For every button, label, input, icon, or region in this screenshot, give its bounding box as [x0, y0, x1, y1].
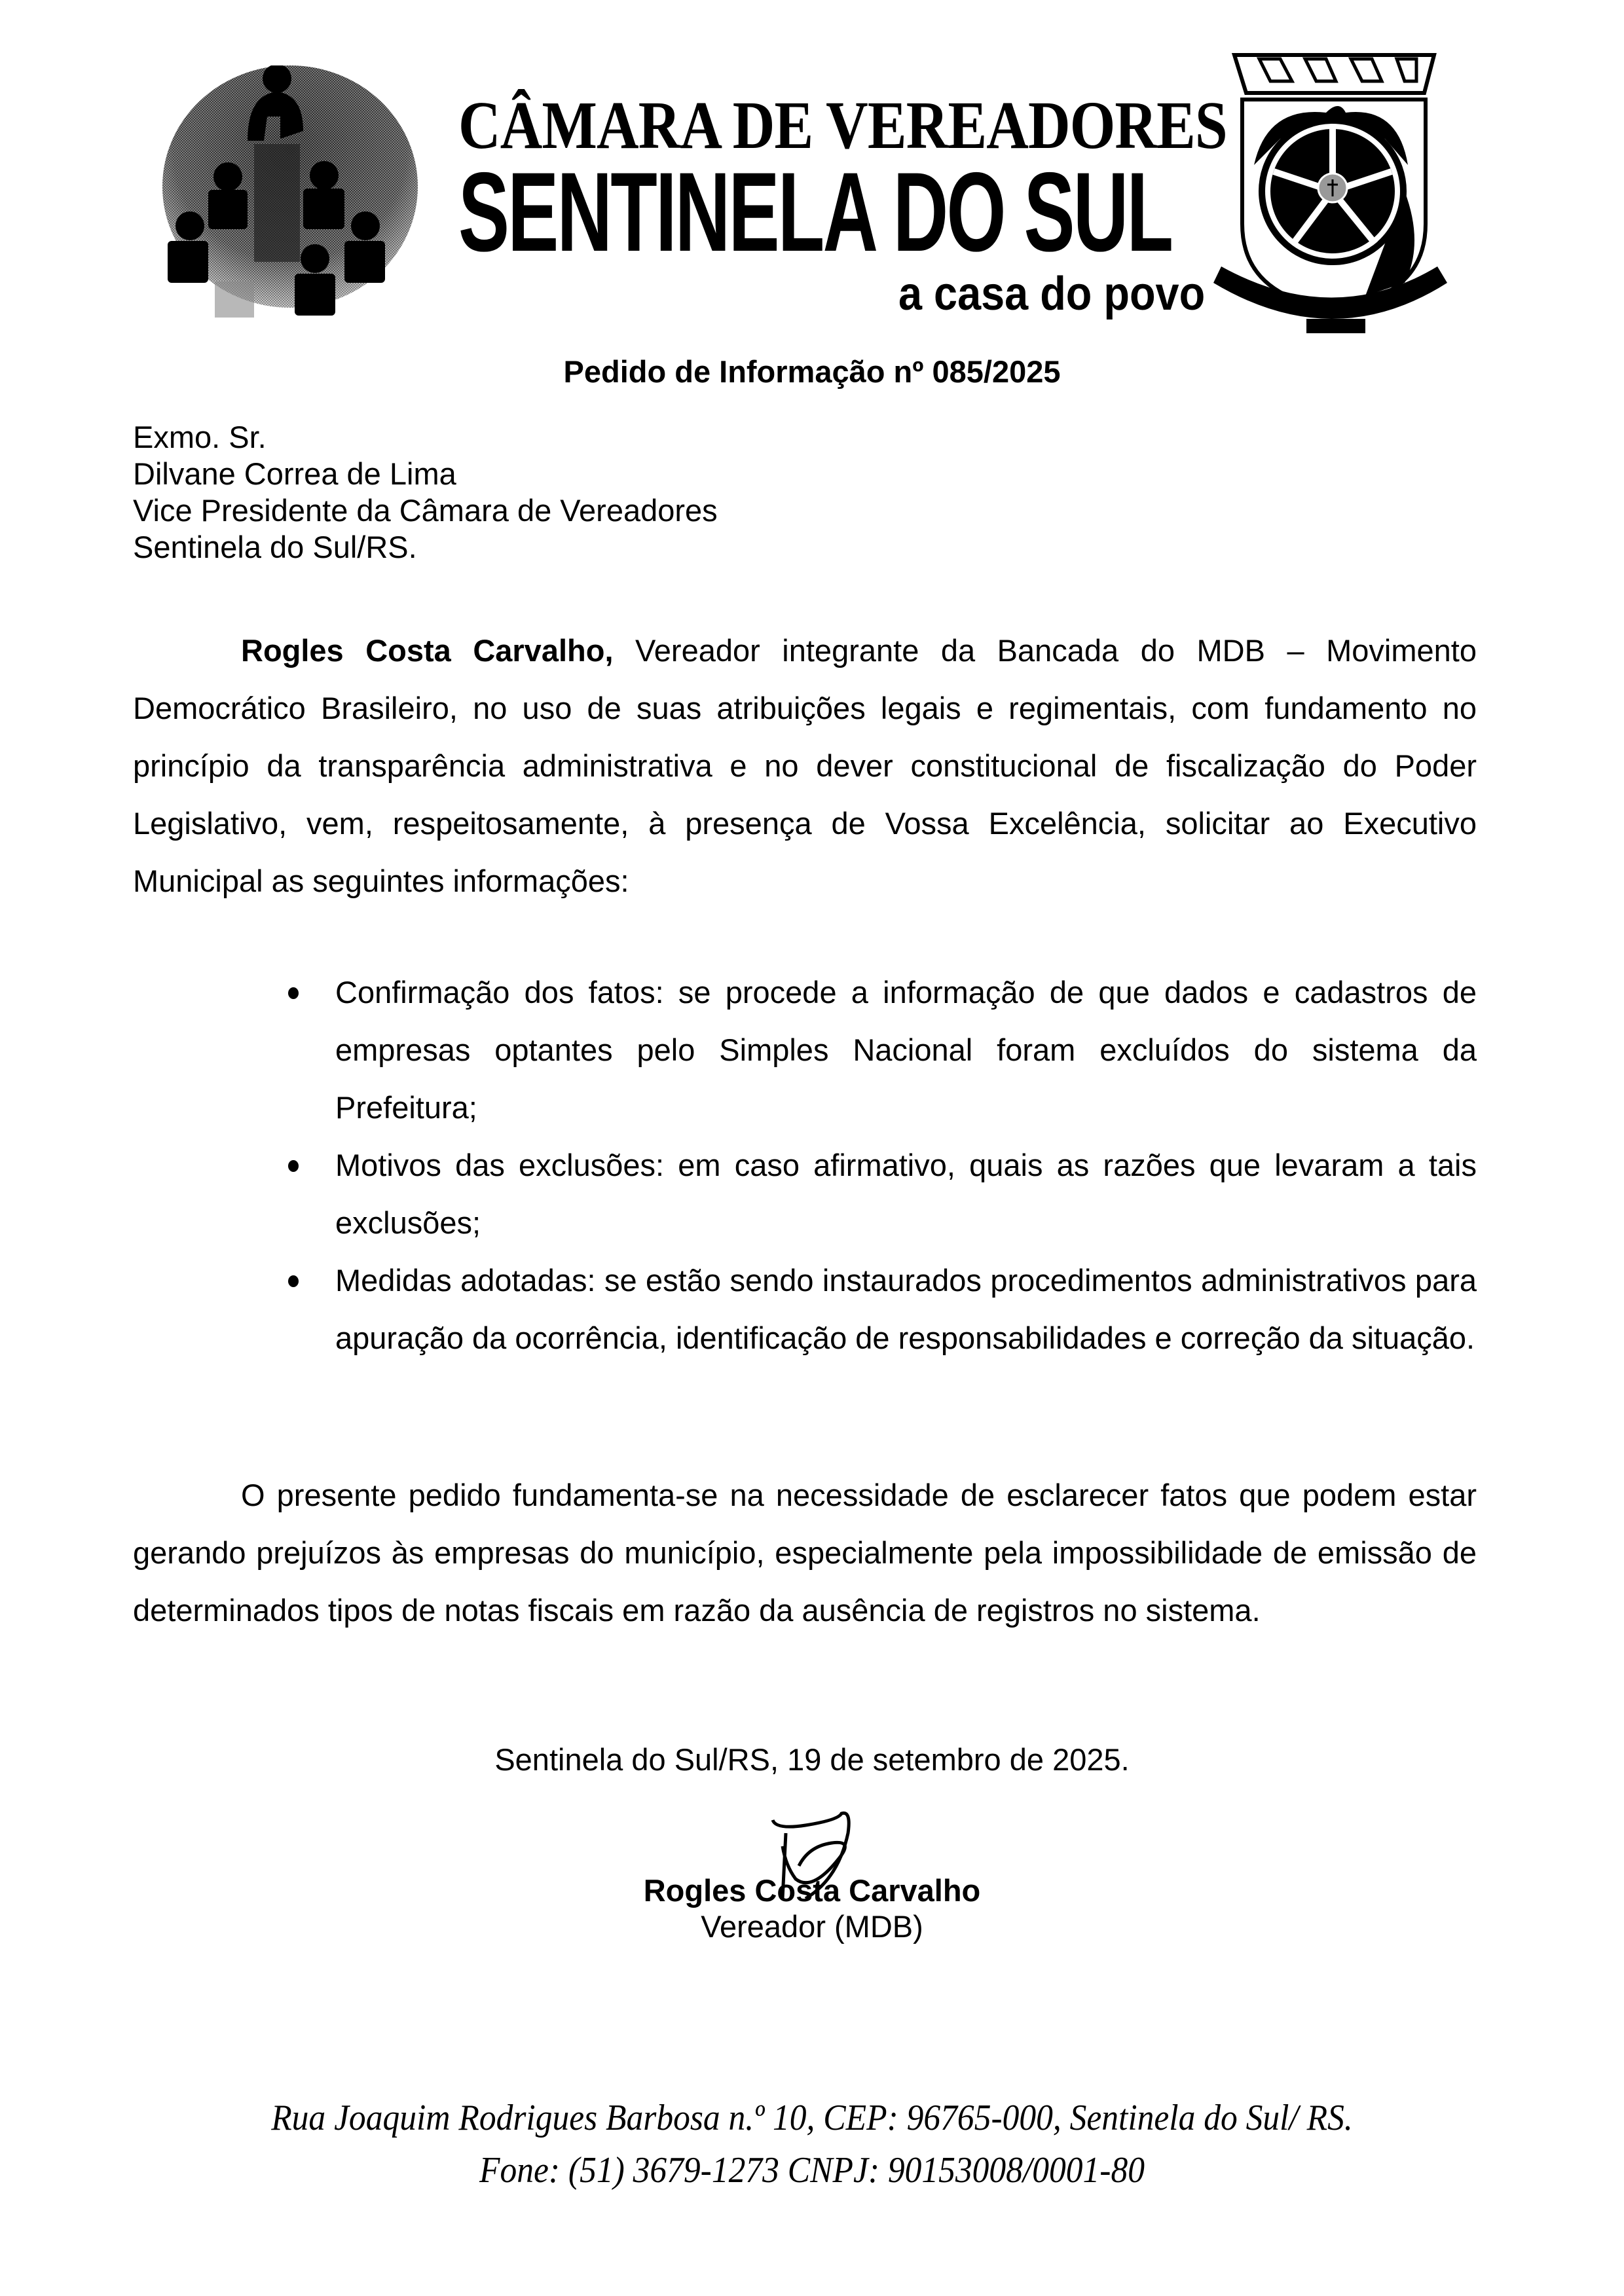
- bullet-icon: [288, 987, 299, 999]
- recipient-salutation: Exmo. Sr.: [133, 420, 267, 454]
- requested-information-list: [288, 964, 1477, 1367]
- recipient-position: Vice Presidente da Câmara de Vereadores: [133, 493, 718, 528]
- bullet-icon: [288, 1160, 299, 1172]
- closing-paragraph-text: O presente pedido fundamenta-se na necessidade de esclarecer fatos que podem estar gerando prejuízos às empresas do município, especialmente pela impossibilidade de emissão de determinados tipos de notas fiscais em razão da ausência de registros no sistema.: [133, 1478, 1477, 1628]
- org-tagline: a casa do povo: [898, 268, 1205, 320]
- list-item: [288, 1252, 1477, 1367]
- document-title: Pedido de Informação nº 085/2025: [563, 354, 1061, 389]
- list-item: [288, 1137, 1477, 1252]
- signer-name: Rogles Costa Carvalho: [643, 1873, 981, 1908]
- bullet-icon: [288, 1275, 299, 1287]
- signer-role: Vereador (MDB): [701, 1909, 923, 1944]
- place-date: [0, 1741, 1624, 1777]
- coat-of-arms-icon: [1208, 47, 1450, 335]
- footer-contact: Fone: (51) 3679-1273 CNPJ: 90153008/0001-80: [479, 2150, 1145, 2191]
- list-item-text: Motivos das exclusões: em caso afirmativo, quais as razões que levaram a tais exclusões;: [335, 1148, 1477, 1240]
- org-name-line1: CÂMARA DE VEREADORES: [458, 88, 1227, 163]
- footer: [0, 2092, 1624, 2196]
- author-name-bold: Rogles Costa Carvalho,: [241, 633, 614, 668]
- recipient-name: Dilvane Correa de Lima: [133, 456, 456, 491]
- list-item-text: Medidas adotadas: se estão sendo instaurados procedimentos administrativos para apuração da ocorrência, identificação de responsabilidades e correção da situação.: [335, 1263, 1477, 1355]
- place-date-text: Sentinela do Sul/RS, 19 de setembro de 2025.: [494, 1742, 1130, 1777]
- list-item: [288, 964, 1477, 1137]
- list-item-text: Confirmação dos fatos: se procede a informação de que dados e cadastros de empresas optantes pelo Simples Nacional foram excluídos do sistema da Prefeitura;: [335, 975, 1477, 1125]
- intro-paragraph-text: Vereador integrante da Bancada do MDB – Movimento Democrático Brasileiro, no uso de suas atribuições legais e regimentais, com fundamento no princípio da transparência administrativa e no dever constitucional de fiscalização do Poder Legislativo, vem, respeitosamente, à presença de Vossa Excelência, solicitar ao Executivo Municipal as seguintes informações:: [133, 633, 1477, 898]
- footer-address: Rua Joaquim Rodrigues Barbosa n.º 10, CEP: 96765-000, Sentinela do Sul/ RS.: [271, 2098, 1353, 2138]
- recipient-block: [133, 419, 718, 566]
- people-assembly-logo-icon: [156, 65, 431, 327]
- org-name-line2: SENTINELA DO SUL: [458, 149, 1172, 275]
- intro-paragraph: [133, 622, 1477, 910]
- recipient-location: Sentinela do Sul/RS.: [133, 530, 417, 564]
- closing-paragraph: [133, 1467, 1477, 1639]
